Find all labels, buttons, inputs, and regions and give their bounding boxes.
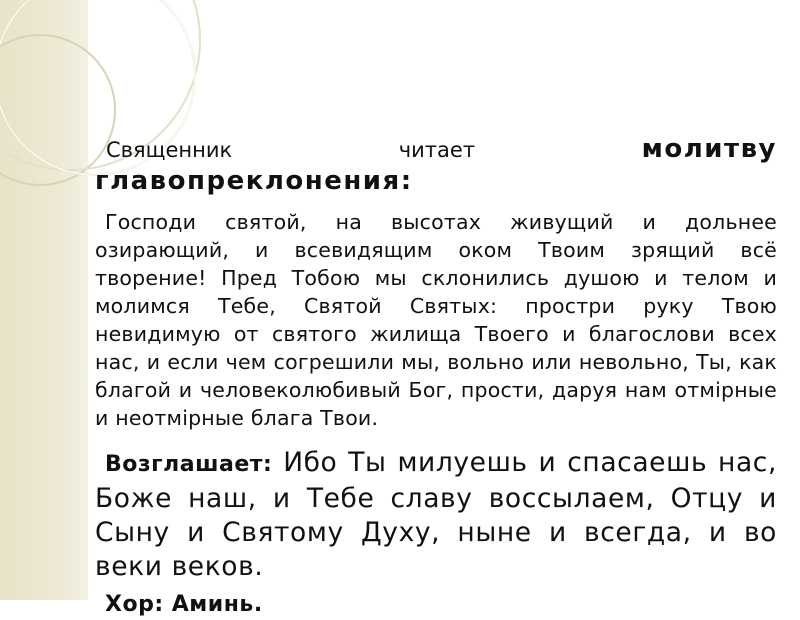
intro-title: главопреклонения: bbox=[95, 166, 413, 196]
intro-word-reads: читает bbox=[398, 138, 476, 162]
choir-label: Хор: bbox=[105, 592, 164, 617]
text-content bbox=[95, 133, 777, 620]
prayer-text: Господи святой, на высотах живущий и дольнее озирающий, и всевидящим оком Твоим зрящий всё творение! Пред Тобою мы склонились душою и телом и молимся Тебе, Святой Святых: простри руку Твою невидимую от святого жилища Твоего и благослови всех нас, и если чем согрешили мы, вольно или невольно, Ты, как благой и человеколюбивый Бог, прости, даруя нам отмірные и неотмірные блага Твои. bbox=[95, 210, 777, 430]
intro-paragraph bbox=[95, 133, 777, 196]
intro-word-priest: Священник bbox=[106, 138, 233, 162]
exclamation-label: Возглашает: bbox=[105, 452, 273, 477]
exclamation-paragraph bbox=[95, 446, 777, 584]
intro-word-prayer: молитву bbox=[641, 134, 777, 164]
prayer-paragraph bbox=[95, 208, 777, 432]
choir-text: Аминь. bbox=[163, 592, 263, 617]
exclamation-text: Ибо Ты милуешь и спасаешь нас, Боже наш, и Тебе славу воссылаем, Отцу и Сыну и Святому Духу, ныне и всегда, и во веки веков. bbox=[95, 447, 777, 582]
choir-paragraph bbox=[95, 590, 777, 620]
intro-line bbox=[106, 133, 777, 166]
